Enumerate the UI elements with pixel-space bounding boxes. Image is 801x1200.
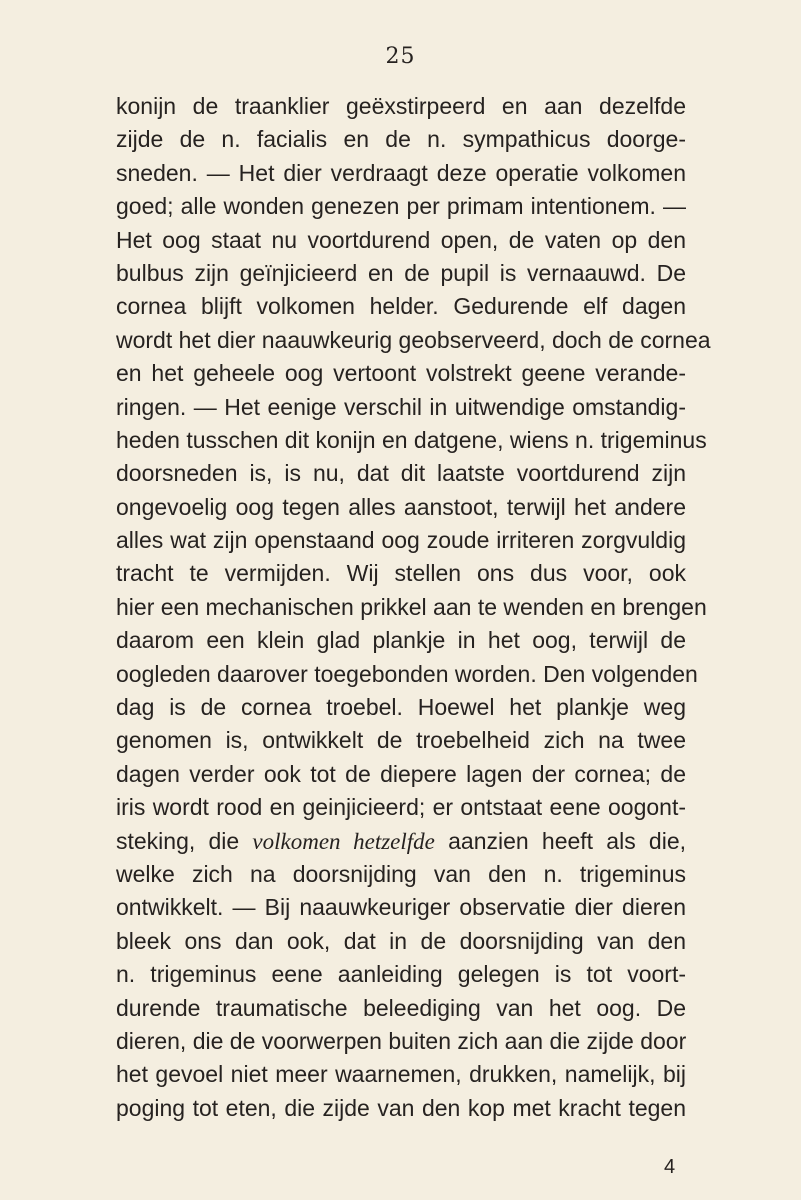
text-line: ontwikkelt. — Bij naauwkeuriger observatie dier dieren <box>116 894 686 921</box>
text-line: heden tusschen dit konijn en datgene, wiens n. trigeminus <box>116 426 707 453</box>
text-line: tracht te vermijden. Wij stellen ons dus voor, ook <box>116 560 686 587</box>
text-line: dag is de cornea troebel. Hoewel het plankje weg <box>116 694 686 721</box>
page-number: 25 <box>385 44 416 69</box>
text-line: konijn de traanklier geëxstirpeerd en aan dezelfde <box>116 93 686 119</box>
text-line: zijde de n. facialis en de n. sympathicus doorge- <box>116 126 686 153</box>
text-line: cornea blijft volkomen helder. Gedurende elf dagen <box>116 293 686 320</box>
signature-mark: 4 <box>664 1156 676 1178</box>
text-line: poging tot eten, die zijde van den kop met kracht tegen <box>116 1094 686 1121</box>
text-line: dagen verder ook tot de diepere lagen der cornea; de <box>116 760 686 787</box>
text-line: bleek ons dan ook, dat in de doorsnijding van den <box>116 927 686 954</box>
text-line: daarom een klein glad plankje in het oog, terwijl de <box>116 627 686 654</box>
text-line: alles wat zijn openstaand oog zoude irriteren zorgvuldig <box>116 527 686 554</box>
text-line: dieren, die de voorwerpen buiten zich aan die zijde door <box>116 1027 687 1054</box>
text-line: welke zich na doorsnijding van den n. trigeminus <box>116 860 686 887</box>
text-line: wordt het dier naauwkeurig geobserveerd, doch de cornea <box>116 326 711 353</box>
text-line: n. trigeminus eene aanleiding gelegen is tot voort- <box>116 961 686 988</box>
emphasis-text: volkomen hetzelfde <box>252 828 435 854</box>
text-line: het gevoel niet meer waarnemen, drukken, namelijk, bij <box>116 1061 686 1088</box>
text-line: oogleden daarover toegebonden worden. Den volgenden <box>116 660 698 687</box>
text-line: Het oog staat nu voortdurend open, de vaten op den <box>116 226 686 253</box>
text-line: en het geheele oog vertoont volstrekt geene verande- <box>116 360 686 387</box>
text-line: durende traumatische beleediging van het oog. De <box>116 994 686 1021</box>
text-line: steking, die volkomen hetzelfde aanzien heeft als die, <box>116 827 686 854</box>
text-line: hier een mechanischen prikkel aan te wenden en brengen <box>116 593 707 620</box>
text-line: genomen is, ontwikkelt de troebelheid zich na twee <box>116 727 686 754</box>
text-line: bulbus zijn geïnjicieerd en de pupil is vernaauwd. De <box>116 259 686 286</box>
text-line: goed; alle wonden genezen per primam intentionem. — <box>116 193 686 220</box>
text-line: ongevoelig oog tegen alles aanstoot, terwijl het andere <box>116 493 686 520</box>
body-text <box>116 90 711 1125</box>
text-line: doorsneden is, is nu, dat dit laatste voortdurend zijn <box>116 460 686 487</box>
text-line: ringen. — Het eenige verschil in uitwendige omstandig- <box>116 393 686 420</box>
text-line: sneden. — Het dier verdraagt deze operatie volkomen <box>116 159 686 186</box>
text-line: iris wordt rood en geinjicieerd; er ontstaat eene oogont- <box>116 794 686 821</box>
